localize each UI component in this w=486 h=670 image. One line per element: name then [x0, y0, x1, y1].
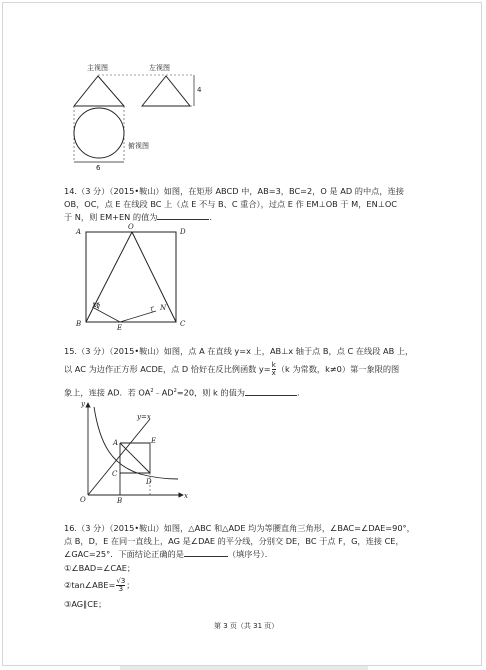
q15-line3-a: 象上，连接 AD．若 OA: [64, 387, 151, 398]
q14-label-N: N: [160, 304, 167, 312]
q16-frac-num: √3: [116, 577, 126, 585]
q16-frac-den: 3: [118, 585, 124, 593]
q15-label-x: x: [184, 492, 188, 500]
q16-fraction: [116, 578, 125, 593]
q15-sup2: 2: [173, 388, 177, 394]
q16-line3-a: ∠GAC=25°．下面结论正确的是: [64, 549, 184, 559]
q15-sup1: 2: [150, 388, 154, 394]
page-footer: 第 3 页（共 31 页）: [214, 622, 279, 630]
q16-item2-a: ②tan∠ABE=: [64, 580, 116, 590]
q14-label-A: A: [76, 228, 82, 236]
q14-line3-text: 于 N，则 EM+EN 的值为: [64, 212, 158, 222]
q14-label-D: D: [180, 228, 186, 236]
q14-line1: 14.（3 分）（2015•鞍山）如图，在矩形 ABCD 中，AB=3，BC=2，O 是 AD 的中点，连接: [64, 186, 404, 196]
q15-line3-b: ﹣AD: [153, 387, 174, 398]
height-dimension: 4: [197, 86, 202, 94]
q15-label-A: A: [113, 439, 119, 447]
q14-line3-end: ．: [209, 212, 218, 222]
q15-line3-end: ．: [296, 387, 306, 398]
q15-line3-c: =20，则 k 的值为: [176, 387, 245, 398]
q15-coordinate-figure: [0, 395, 486, 515]
front-view-label: 主视图: [87, 64, 108, 72]
q16-item2: [64, 578, 134, 593]
q16-item2-end: ；: [126, 580, 135, 590]
q15-label-B: B: [117, 497, 123, 505]
q15-fraction: [272, 362, 276, 377]
q15-label-O: O: [80, 496, 86, 504]
q15-label-line: y=x: [137, 413, 151, 421]
q15-label-D: D: [146, 478, 152, 486]
q16-answer-blank: [184, 548, 228, 557]
q14-label-E: E: [117, 324, 123, 332]
side-view-label: 左视图: [149, 64, 170, 72]
q14-label-C: C: [180, 320, 186, 328]
q15-line2: [64, 362, 399, 377]
q15-frac-num: k: [271, 361, 276, 369]
q16-line1: 16.（3 分）（2015•鞍山）如图，△ABC 和△ADE 均为等腰直角三角形，∠BAC=∠DAE=90°，: [64, 523, 415, 533]
q14-label-M: M: [92, 302, 100, 310]
q16-line2: 点 B，D，E 在同一直线上，AG 是∠DAE 的平分线，分别交 DE，BC 于点 F，G，连接 CE，: [64, 536, 404, 546]
three-views-figure: [0, 0, 486, 170]
top-view-label: 俯视图: [128, 142, 149, 150]
q16-item3: ③AG∥CE；: [64, 599, 107, 609]
q15-line2-b: （k 为常数，k≠0）第一象限的图: [276, 364, 400, 374]
q14-answer-blank: [157, 211, 209, 220]
q16-line3: [64, 548, 273, 560]
q14-rectangle-figure: [0, 220, 486, 340]
bottom-bar: [120, 666, 368, 670]
q16-item1: ①∠BAD=∠CAE；: [64, 563, 136, 573]
q14-line2: OB，OC，点 E 在线段 BC 上（点 E 不与 B、C 重合），过点 E 作 EM⊥OB 于 M，EN⊥OC: [64, 199, 398, 209]
q15-label-E: E: [151, 437, 157, 445]
q14-label-B: B: [76, 320, 82, 328]
q14-label-O: O: [128, 223, 134, 231]
q15-frac-den: x: [271, 369, 276, 377]
q15-line2-a: 以 AC 为边作正方形 ACDE，点 D 恰好在反比例函数 y=: [64, 364, 271, 374]
q16-line3-b: （填序号）．: [227, 549, 273, 559]
q15-label-C: C: [112, 470, 118, 478]
width-dimension: 6: [96, 164, 101, 172]
q15-label-y: y: [81, 400, 85, 408]
q15-line1: 15.（3 分）（2015•鞍山）如图，点 A 在直线 y=x 上，AB⊥x 轴于点 B，点 C 在线段 AB 上，: [64, 346, 414, 356]
